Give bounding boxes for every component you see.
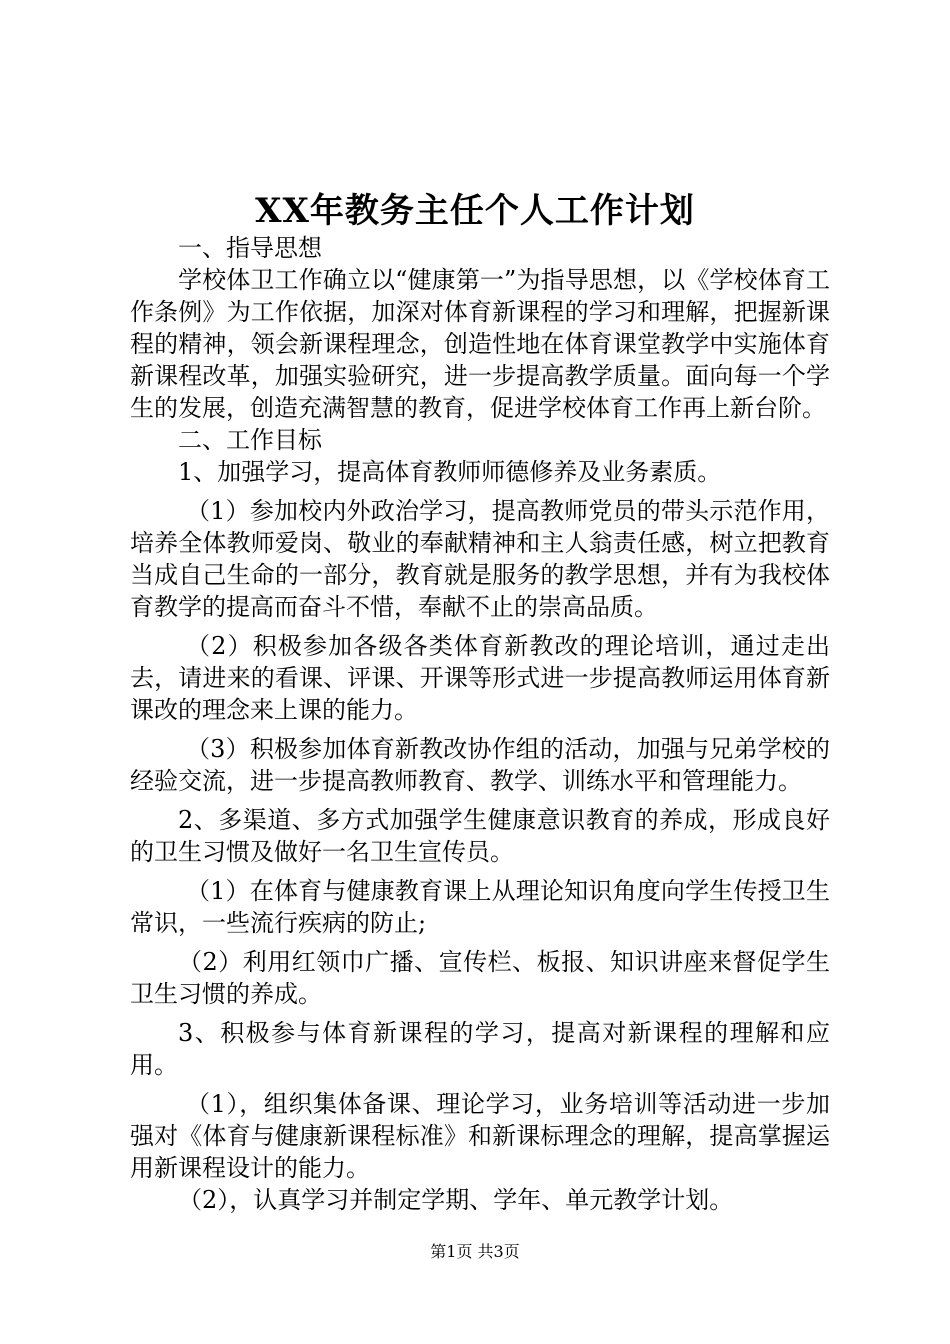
paragraph-guiding-ideology: 学校体卫工作确立以“健康第一”为指导思想，以《学校体育工作条例》为工作依据，加深对体育新课程的学习和理解，把握新课程的精神，领会新课程理念，创造性地在体育课堂教学中实施体育新课程改革，加强实验研究，进一步提高教学质量。面向每一个学生的发展，创造充满智慧的教育，促进学校体育工作再上新台阶。 — [130, 266, 830, 422]
goal-2-subitem-2: （2）利用红领巾广播、宣传栏、板报、知识讲座来督促学生卫生习惯的养成。 — [130, 948, 830, 1008]
goal-2-subitem-1: （1）在体育与健康教育课上从理论知识角度向学生传授卫生常识，一些流行疾病的防止; — [130, 877, 830, 937]
goal-1-subitem-1: （1）参加校内外政治学习，提高教师党员的带头示范作用，培养全体教师爱岗、敬业的奉献精神和主人翁责任感，树立把教育当成自己生命的一部分，教育就是服务的教学思想，并有为我校体育教学的提高而奋斗不惜，奉献不止的崇高品质。 — [130, 497, 830, 621]
goal-1-subitem-2: （2）积极参加各级各类体育新教改的理论培训，通过走出去，请进来的看课、评课、开课等形式进一步提高教师运用体育新课改的理念来上课的能力。 — [130, 632, 830, 724]
goal-3-subitem-2: （2），认真学习并制定学期、学年、单元教学计划。 — [178, 1186, 734, 1214]
goal-item-2: 2、多渠道、多方式加强学生健康意识教育的养成，形成良好的卫生习惯及做好一名卫生宣传员。 — [130, 806, 830, 866]
goal-1-subitem-3: （3）积极参加体育新教改协作组的活动，加强与兄弟学校的经验交流，进一步提高教师教育、教学、训练水平和管理能力。 — [130, 735, 830, 795]
document-title: XX年教务主任个人工作计划 — [255, 191, 695, 231]
goal-item-1: 1、加强学习，提高体育教师师德修养及业务素质。 — [178, 458, 722, 486]
goal-3-subitem-1: （1），组织集体备课、理论学习，业务培训等活动进一步加强对《体育与健康新课程标准》和新课标理念的理解，提高掌握运用新课程设计的能力。 — [130, 1090, 830, 1182]
page-footer: 第1页 共3页 — [430, 1242, 520, 1261]
document-body — [130, 232, 830, 1216]
section-heading-guiding-ideology: 一、指导思想 — [178, 234, 322, 262]
section-heading-work-goals: 二、工作目标 — [178, 426, 322, 454]
goal-item-3: 3、积极参与体育新课程的学习，提高对新课程的理解和应用。 — [130, 1019, 830, 1079]
